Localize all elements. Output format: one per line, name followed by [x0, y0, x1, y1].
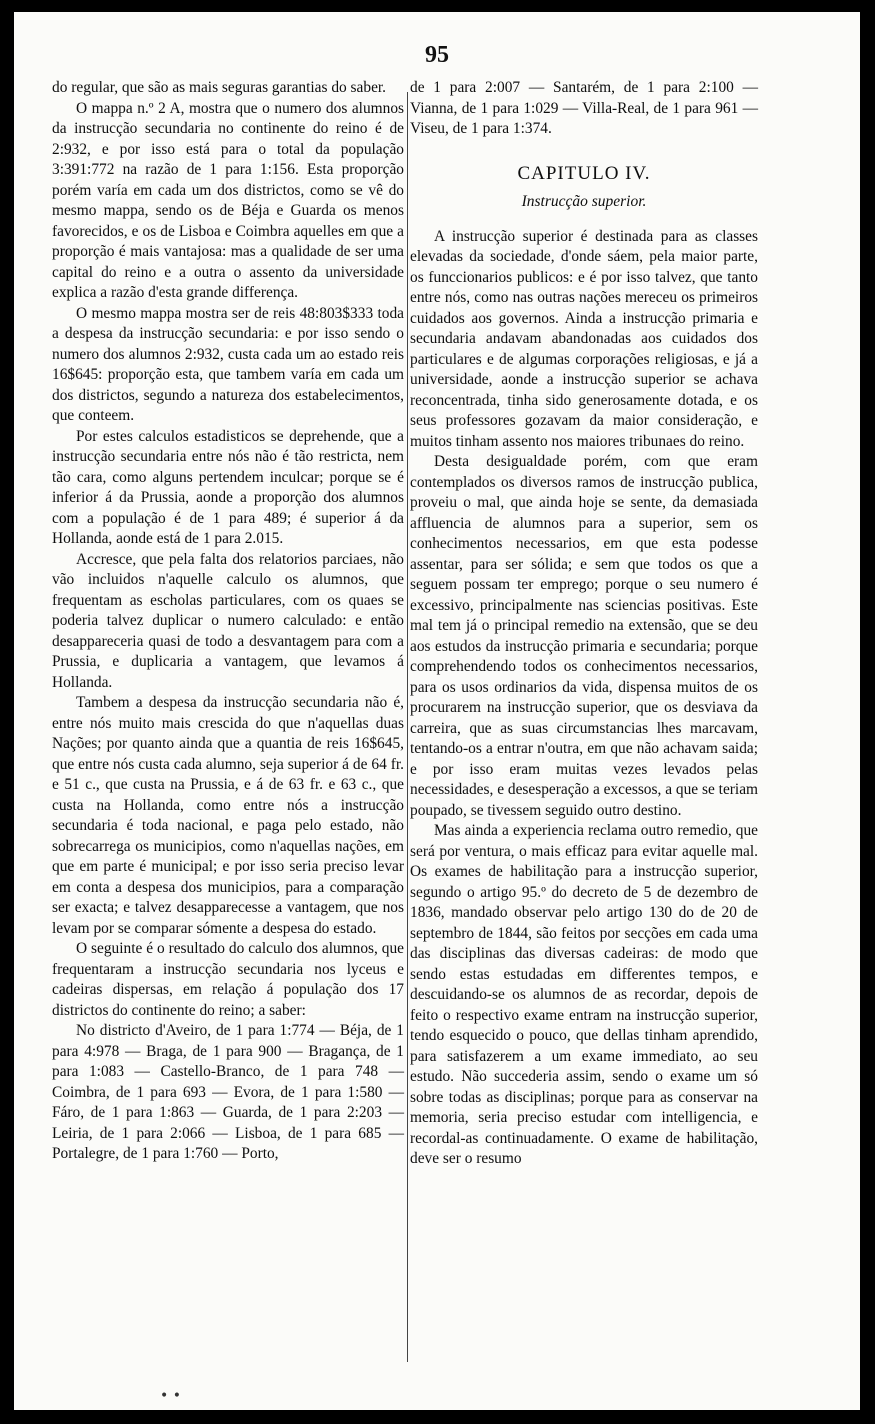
column-divider	[407, 92, 408, 1362]
paragraph: do regular, que são as mais seguras garantias do saber.	[52, 79, 387, 96]
paragraph: O mesmo mappa mostra ser de reis 48:803$333 toda a despesa da instrucção secundaria: e por isso sendo o numero dos alumnos 2:932, custa cada um ao estado reis 16$645: proporção esta, que tambem varía em cada um dos districtos, segundo a natureza dos estabelecimentos, que conteem.	[52, 304, 404, 424]
book-page	[14, 12, 860, 1410]
paragraph: Tambem a despesa da instrucção secundaria não é, entre nós muito mais crescida do que n'aquellas duas Nações; por quanto ainda que a quantia de reis 16$645, que entre nós custa cada alumno, seja superior á de 64 fr. e 51 c., que custa na Prussia, e á de 63 fr. e 63 c., que custa na Hollanda, como entre nós a instrucção secundaria é toda nacional, e paga pelo estado, não sobrecarrega os municipios, como n'aquellas nações, em que em parte é municipal; e por isso seria preciso levar em conta a despesa dos municipios, para a comparação ser exacta; e talvez desapparecesse a vantagem, que nos levam por se comparar sómente a despesa do estado.	[52, 694, 404, 937]
right-column	[410, 78, 758, 1170]
paragraph: O seguinte é o resultado do calculo dos alumnos, que frequentaram a instrucção secundaria nos lyceus e cadeiras dispersas, em relação á população dos 17 districtos do continente do reino; a saber:	[52, 940, 404, 1019]
paragraph: Accresce, que pela falta dos relatorios parciaes, não vão incluidos n'aquelle calculo os alumnos, que frequentam as escholas particulares, com os quaes se poderia talvez duplicar o numero calculado: e então desappareceria quasi de todo a desvantagem para com a Prussia, e duplicaria a vantagem, que levamos á Hollanda.	[52, 550, 404, 691]
paragraph: Por estes calculos estadisticos se deprehende, que a instrucção secundaria entre nós não é tão restricta, nem tão cara, como alguns pertendem inculcar; porque se é inferior á da Prussia, aonde a proporção dos alumnos com a população é de 1 para 489; é superior á da Hollanda, aonde está de 1 para 2.015.	[52, 427, 404, 547]
chapter-subtitle: Instrucção superior.	[521, 193, 647, 210]
paragraph: Mas ainda a experiencia reclama outro remedio, que será por ventura, o mais efficaz para evitar aquelle mal. Os exames de habilitação para a instrucção superior, segundo o artigo 95.º do decreto de 5 de dezembro de 1836, mandado observar pelo artigo 130 do de 20 de septembro de 1844, são feitos por secções em cada uma das disciplinas das diversas cadeiras: de modo que sendo estas estudadas em differentes tempos, e descuidando-se os alumnos de as recordar, depois de feito o respectivo exame entram na instrucção superior, tendo esquecido o pouco, que dellas tinham aprendido, para satisfazerem a um exame immediato, ao seu estudo. Não succederia assim, sendo o exame um só sobre todas as disciplinas; porque para as conservar na memoria, seria preciso estudar com intelligencia, e recordal-as continuadamente. O exame de habilitação, deve ser o resumo	[410, 822, 758, 1167]
paragraph: A instrucção superior é destinada para as classes elevadas da sociedade, d'onde sáem, pela maior parte, os funccionarios publicos: e é por isso talvez, que tanto entre nós, como nas outras nações mereceu os primeiros cuidados aos governos. Ainda a instrucção primaria e secundaria andavam abandonadas aos cuidados dos particulares e de algumas corporações religiosas, e já a universidade, aonde a instrucção superior se achava reconcentrada, tinha sido generosamente dotada, e os seus professores gozavam da maior consideração, e muitos tinham assento nos maiores tribunaes do reino.	[410, 227, 758, 450]
paragraph: No districto d'Aveiro, de 1 para 1:774 — Béja, de 1 para 4:978 — Braga, de 1 para 900 — Bragança, de 1 para 1:083 — Castello-Branco, de 1 para 748 — Coimbra, de 1 para 693 — Evora, de 1 para 1:580 — Fáro, de 1 para 1:863 — Guarda, de 1 para 2:203 — Leiria, de 1 para 2:066 — Lisboa, de 1 para 685 — Portalegre, de 1 para 1:760 — Porto,	[52, 1022, 404, 1162]
footer-marks: • •	[160, 1388, 181, 1404]
chapter-title: CAPITULO IV.	[517, 162, 651, 184]
paragraph: Desta desigualdade porém, com que eram contemplados os diversos ramos de instrucção publica, proveiu o mal, que ainda hoje se sente, da demasiada affluencia de alumnos para a superior, sem os conhecimentos necessarios, em que esta podesse assentar, para ser sólida; e sem que todos os que a seguem possam ter emprego; porque o seu numero é excessivo, principalmente nas sciencias positivas. Este mal tem já o principal remedio na extensão, que se deu aos estudos da instrucção primaria e secundaria; porque comprehendendo todos os conhecimentos necessarios, para os usos ordinarios da vida, dispensa muitos de os procurarem na instrucção superior, que os desviava da carreira, que as suas circumstancias lhes marcavam, tentando-os a entrar n'outra, em que não achavam saida; e por isso eram muitas vezes levados pelas necessidades, e desesperação a excessos, a que se teriam poupado, se tivessem seguido outro destino.	[410, 453, 758, 819]
left-column	[52, 78, 404, 1165]
paragraph-continuation: de 1 para 2:007 — Santarém, de 1 para 2:100 — Vianna, de 1 para 1:029 — Villa-Real, de 1 para 961 — Viseu, de 1 para 1:374.	[410, 79, 758, 137]
paragraph: O mappa n.º 2 A, mostra que o numero dos alumnos da instrucção secundaria no continente do reino é de 2:932, e por isso está para o total da população 3:391:772 na razão de 1 para 1:156. Esta proporção porém varía em cada um dos districtos, como se vê do mesmo mappa, sendo os de Béja e Guarda os menos favorecidos, e os de Lisboa e Coimbra aquelles em que a proporção é mais vantajosa: mas a qualidade de ser uma capital do reino e a outra o assento da universidade explica a razão d'esta grande differença.	[52, 99, 404, 301]
page-number: 95	[425, 42, 449, 68]
